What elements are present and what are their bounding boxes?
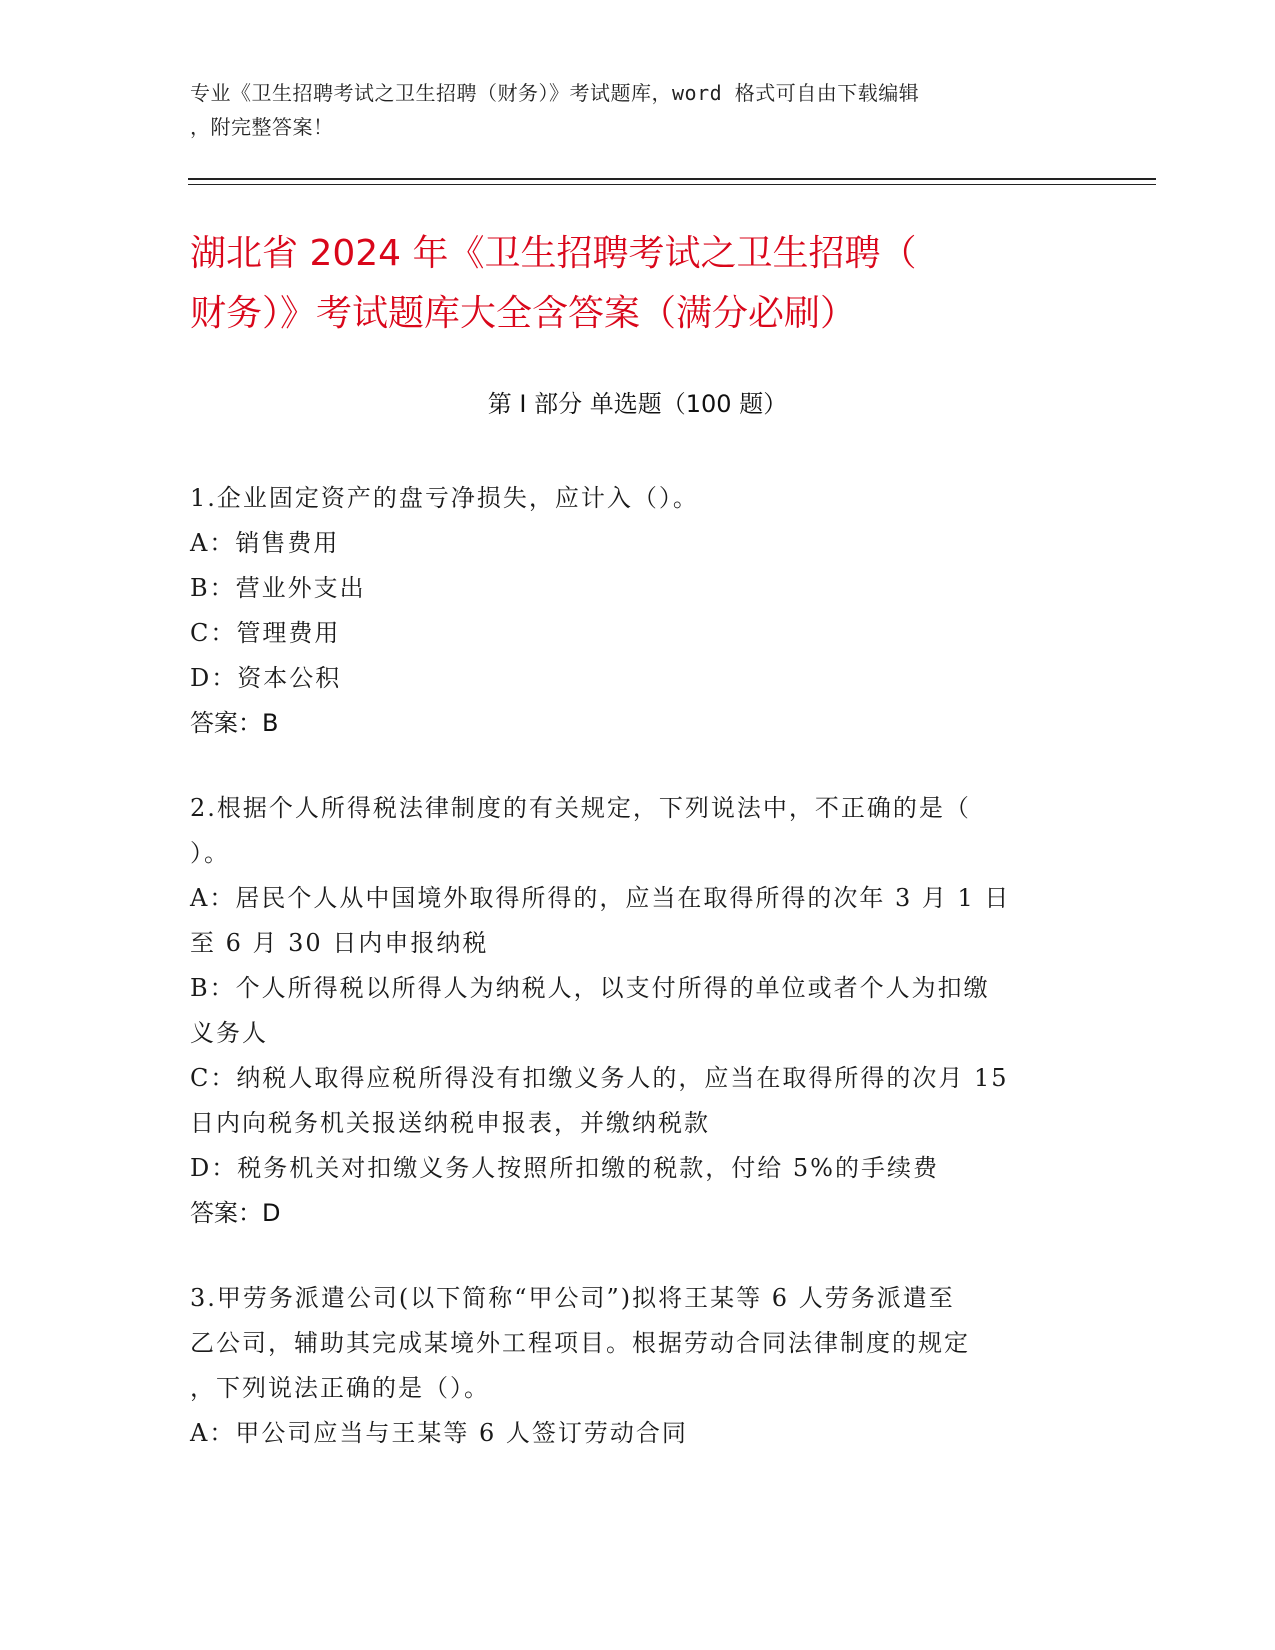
question-3 (190, 1276, 1090, 1456)
header-divider-thick (188, 178, 1156, 180)
option-a-continuation: 至 6 月 30 日内申报纳税 (190, 929, 489, 957)
header-note-line-2: ，附完整答案！ (190, 115, 334, 139)
answer-label: 答案：D (190, 1199, 281, 1227)
option-a: A：甲公司应当与王某等 6 人签订劳动合同 (190, 1419, 688, 1447)
section-heading: 第 I 部分 单选题（100 题） (487, 390, 788, 418)
question-2 (190, 786, 1090, 1236)
question-stem-line: ，下列说法正确的是（）。 (190, 1374, 490, 1402)
option-b-continuation: 义务人 (190, 1019, 268, 1047)
option-d: D：资本公积 (190, 664, 342, 692)
answer-label: 答案：B (190, 709, 279, 737)
option-b: B：营业外支出 (190, 574, 366, 602)
header-note (190, 76, 1090, 144)
document-title-line-2: 财务）》考试题库大全含答案（满分必刷） (190, 293, 857, 334)
question-list (190, 476, 1090, 1456)
option-b: B：个人所得税以所得人为纳税人，以支付所得的单位或者个人为扣缴 (190, 974, 990, 1002)
header-note-line-1: 专业《卫生招聘考试之卫生招聘（财务）》考试题库，word 格式可自由下载编辑 (190, 81, 920, 105)
question-stem-line: ）。 (190, 839, 230, 867)
question-stem-line: 1.企业固定资产的盘亏净损失，应计入（）。 (190, 484, 699, 512)
option-c: C：纳税人取得应税所得没有扣缴义务人的，应当在取得所得的次月 15 (190, 1064, 1009, 1092)
question-stem-line: 乙公司，辅助其完成某境外工程项目。根据劳动合同法律制度的规定 (190, 1329, 970, 1357)
option-a: A：销售费用 (190, 529, 340, 557)
option-c: C：管理费用 (190, 619, 341, 647)
header-divider-thin (188, 184, 1156, 185)
question-stem-line: 2.根据个人所得税法律制度的有关规定，下列说法中，不正确的是（ (190, 794, 971, 822)
option-c-continuation: 日内向税务机关报送纳税申报表，并缴纳税款 (190, 1109, 710, 1137)
question-stem-line: 3.甲劳务派遣公司(以下简称“甲公司”)拟将王某等 6 人劳务派遣至 (190, 1284, 955, 1312)
document-title-line-1: 湖北省 2024 年《卫生招聘考试之卫生招聘（ (190, 233, 917, 274)
document-title (190, 224, 1110, 344)
option-a: A：居民个人从中国境外取得所得的，应当在取得所得的次年 3 月 1 日 (190, 884, 1011, 912)
option-d: D：税务机关对扣缴义务人按照所扣缴的税款，付给 5%的手续费 (190, 1154, 939, 1182)
question-1 (190, 476, 1090, 746)
